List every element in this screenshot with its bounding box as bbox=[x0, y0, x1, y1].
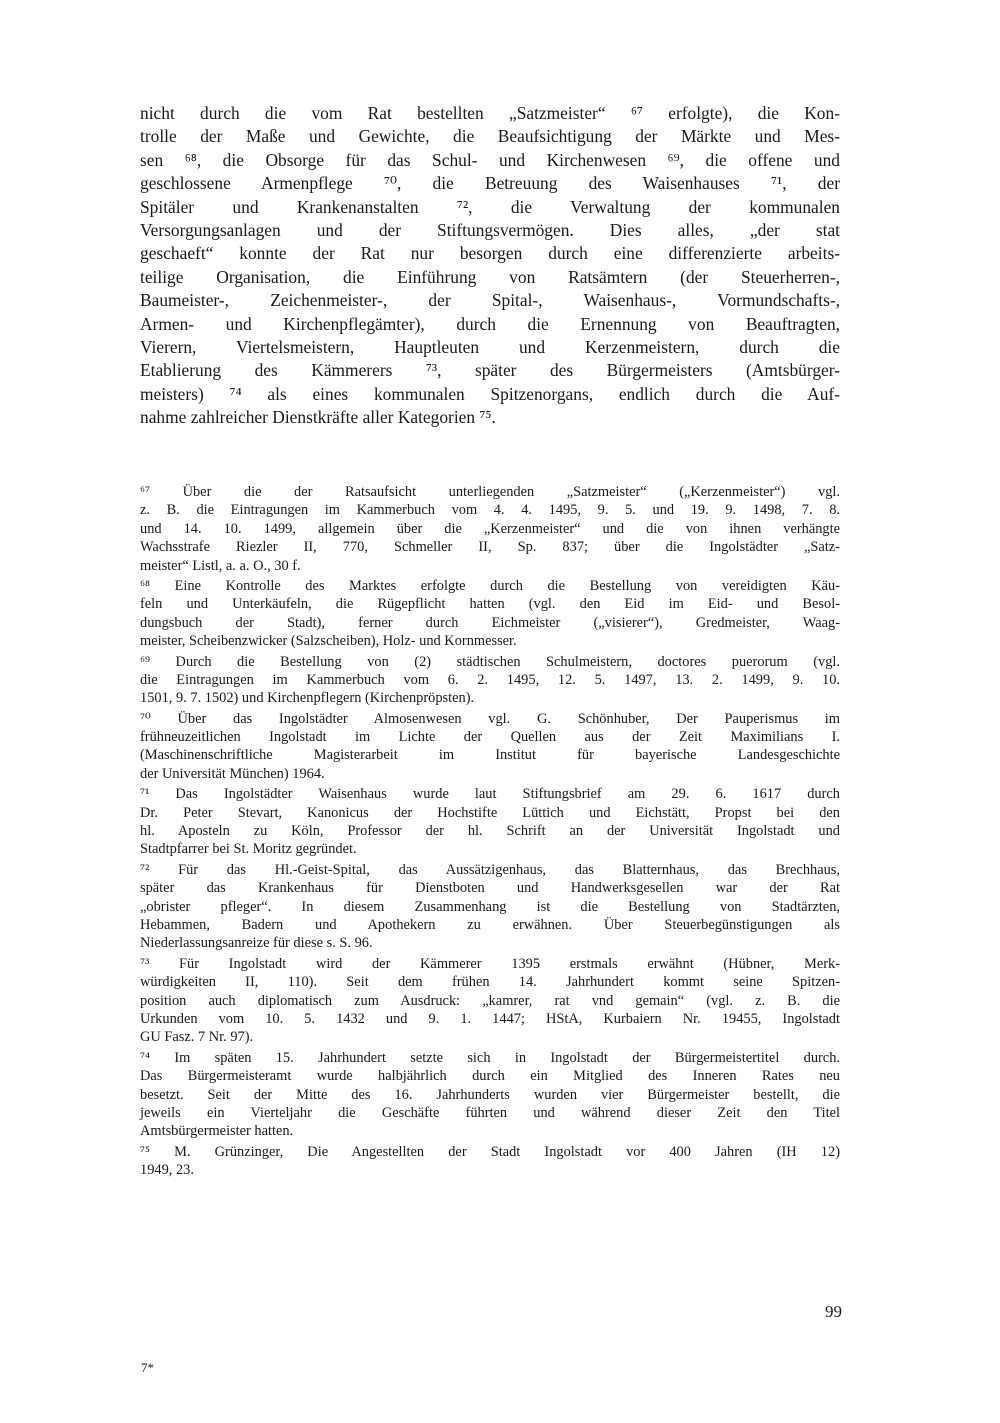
footnote bbox=[140, 785, 840, 859]
footnote-line: Urkunden vom 10. 5. 1432 und 9. 1. 1447; HStA, Kurbaiern Nr. 19455, Ingolstadt bbox=[140, 1010, 840, 1027]
footnote-line: und 14. 10. 1499, allgemein über die „Kerzenmeister“ und die von ihnen verhängte bbox=[140, 520, 840, 537]
footnote-line: ⁷¹ Das Ingolstädter Waisenhaus wurde laut Stiftungsbrief am 29. 6. 1617 durch bbox=[140, 786, 840, 803]
footnote-line: Dr. Peter Stevart, Kanonicus der Hochstifte Lüttich und Eichstätt, Propst bei den bbox=[140, 804, 840, 821]
footnotes-block bbox=[140, 483, 840, 1181]
main-text-line: teilige Organisation, die Einführung von Ratsämtern (der Steuerherren-, bbox=[140, 266, 840, 287]
footnote-line: GU Fasz. 7 Nr. 97). bbox=[140, 1029, 254, 1046]
main-text-line: geschaeft“ konnte der Rat nur besorgen durch eine differenzierte arbeits- bbox=[140, 243, 840, 264]
footnote-line: jeweils ein Vierteljahr die Geschäfte führten und während dieser Zeit den Titel bbox=[140, 1104, 840, 1121]
footnote bbox=[140, 955, 840, 1047]
footnote bbox=[140, 577, 840, 651]
footnote-line: z. B. die Eintragungen im Kammerbuch vom 4. 4. 1495, 9. 5. und 19. 9. 1498, 7. 8. bbox=[140, 502, 840, 519]
footnote-line: meister, Scheibenzwicker (Salzscheiben), Holz- und Kornmesser. bbox=[140, 633, 517, 650]
footnote-line: würdigkeiten II, 110). Seit dem frühen 14. Jahrhundert kommt seine Spitzen- bbox=[140, 974, 840, 991]
footnote-line: Amtsbürgermeister hatten. bbox=[140, 1123, 294, 1140]
footnote-line: ⁷⁴ Im späten 15. Jahrhundert setzte sich in Ingolstadt der Bürgermeistertitel durch. bbox=[140, 1049, 840, 1066]
main-text-line: Armen- und Kirchenpflegämter), durch die Ernennung von Beauftragten, bbox=[140, 313, 840, 334]
signature-mark: 7* bbox=[141, 1360, 154, 1375]
footnote-line: feln und Unterkäufeln, die Rügepflicht hatten (vgl. den Eid im Eid- und Besol- bbox=[140, 596, 840, 613]
footnote-line: dungsbuch der Stadt), ferner durch Eichmeister („visierer“), Gredmeister, Waag- bbox=[140, 614, 840, 631]
main-text-line: nahme zahlreicher Dienstkräfte aller Kategorien ⁷⁵. bbox=[140, 407, 496, 428]
footnote bbox=[140, 1049, 840, 1141]
footnote-line: der Universität München) 1964. bbox=[140, 765, 325, 782]
footnote-line: ⁷³ Für Ingolstadt wird der Kämmerer 1395 erstmals erwähnt (Hübner, Merk- bbox=[140, 955, 840, 972]
footnote-line: Stadtpfarrer bei St. Moritz gegründet. bbox=[140, 841, 357, 858]
footnote-line: Das Bürgermeisteramt wurde halbjährlich durch ein Mitglied des Inneren Rates neu bbox=[140, 1068, 840, 1085]
footnote bbox=[140, 483, 840, 575]
footnote-line: später das Krankenhaus für Dienstboten und Handwerksgesellen war der Rat bbox=[140, 880, 840, 897]
main-text-line: sen ⁶⁸, die Obsorge für das Schul- und Kirchenwesen ⁶⁹, die offene und bbox=[140, 149, 840, 170]
footnote-line: position auch diplomatisch zum Ausdruck: „kamrer, rat vnd gemain“ (vgl. z. B. die bbox=[140, 992, 840, 1009]
footnote-line: „obrister pfleger“. In diesem Zusammenhang ist die Bestellung von Stadtärzten, bbox=[140, 898, 840, 915]
footnote-line: ⁷² Für das Hl.-Geist-Spital, das Aussätzigenhaus, das Blatternhaus, das Brechhaus, bbox=[140, 861, 840, 878]
footnote-line: frühneuzeitlichen Ingolstadt im Lichte der Quellen aus der Zeit Maximilians I. bbox=[140, 729, 840, 746]
main-text-line: Etablierung des Kämmerers ⁷³, später des Bürgermeisters (Amtsbürger- bbox=[140, 360, 840, 381]
footnote-line: ⁷⁰ Über das Ingolstädter Almosenwesen vgl. G. Schönhuber, Der Pauperismus im bbox=[140, 710, 840, 727]
footnote bbox=[140, 861, 840, 953]
footnote bbox=[140, 653, 840, 708]
footnote-line: ⁶⁹ Durch die Bestellung von (2) städtischen Schulmeistern, doctores puerorum (vgl. bbox=[140, 653, 840, 670]
main-text-line: Spitäler und Krankenanstalten ⁷², die Verwaltung der kommunalen bbox=[140, 196, 840, 217]
page-number: 99 bbox=[825, 1302, 842, 1321]
footnote-line: Hebammen, Badern und Apothekern zu erwähnen. Über Steuerbegünstigungen als bbox=[140, 916, 840, 933]
footnote bbox=[140, 710, 840, 784]
footnote-line: ⁷⁵ M. Grünzinger, Die Angestellten der Stadt Ingolstadt vor 400 Jahren (IH 12) bbox=[140, 1143, 840, 1160]
footnote-line: (Maschinenschriftliche Magisterarbeit im Institut für bayerische Landesgeschichte bbox=[140, 747, 840, 764]
footnote-line: ⁶⁸ Eine Kontrolle des Marktes erfolgte durch die Bestellung von vereidigten Käu- bbox=[140, 577, 840, 594]
footnote-line: die Eintragungen im Kammerbuch vom 6. 2. 1495, 12. 5. 1497, 13. 2. 1499, 9. 10. bbox=[140, 671, 840, 688]
main-text-line: nicht durch die vom Rat bestellten „Satzmeister“ ⁶⁷ erfolgte), die Kon- bbox=[140, 103, 840, 123]
footnote-line: meister“ Listl, a. a. O., 30 f. bbox=[140, 557, 301, 574]
main-text-line: Vierern, Viertelsmeistern, Hauptleuten und Kerzenmeistern, durch die bbox=[140, 336, 840, 357]
main-text-line: Baumeister-, Zeichenmeister-, der Spital-, Waisenhaus-, Vormundschafts-, bbox=[140, 290, 840, 311]
main-text-line: geschlossene Armenpflege ⁷⁰, die Betreuung des Waisenhauses ⁷¹, der bbox=[140, 173, 840, 194]
footnote-line: 1949, 23. bbox=[140, 1162, 194, 1179]
footnote bbox=[140, 1143, 840, 1180]
footnote-line: ⁶⁷ Über die der Ratsaufsicht unterliegenden „Satzmeister“ („Kerzenmeister“) vgl. bbox=[140, 484, 840, 500]
footnote-line: hl. Aposteln zu Köln, Professor der hl. Schrift an der Universität Ingolstadt und bbox=[140, 823, 840, 840]
main-text-line: trolle der Maße und Gewichte, die Beaufsichtigung der Märkte und Mes- bbox=[140, 126, 840, 147]
main-text-line: Versorgungsanlagen und der Stiftungsvermögen. Dies alles, „der stat bbox=[140, 219, 840, 240]
footnote-line: 1501, 9. 7. 1502) und Kirchenpflegern (Kirchenpröpsten). bbox=[140, 690, 475, 707]
footnote-line: Niederlassungsanreize für diese s. S. 96. bbox=[140, 935, 373, 952]
main-text-block bbox=[140, 102, 840, 429]
main-text-line: meisters) ⁷⁴ als eines kommunalen Spitzenorgans, endlich durch die Auf- bbox=[140, 383, 840, 404]
footnote-line: Wachsstrafe Riezler II, 770, Schmeller II, Sp. 837; über die Ingolstädter „Satz- bbox=[140, 539, 840, 556]
footnote-line: besetzt. Seit der Mitte des 16. Jahrhunderts wurden vier Bürgermeister bestellt, die bbox=[140, 1086, 840, 1103]
